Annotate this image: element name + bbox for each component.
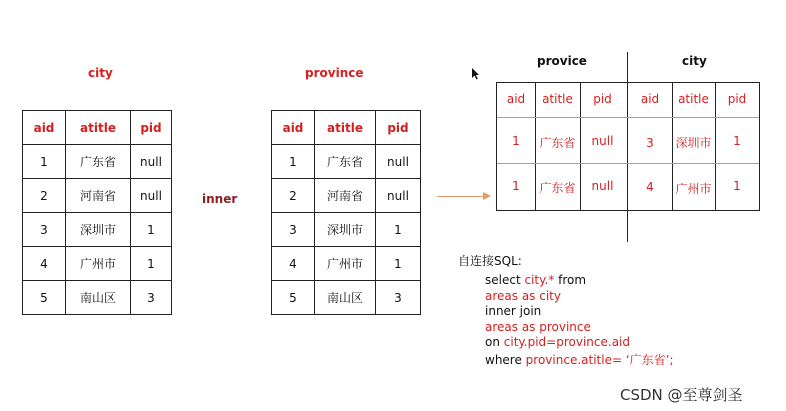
table-cell: 2 — [23, 179, 66, 213]
sql-line — [485, 273, 674, 289]
table-cell: 1 — [131, 213, 172, 247]
table-header-cell: pid — [131, 111, 172, 145]
sql-keyword: select — [485, 273, 525, 287]
result-table — [496, 82, 760, 211]
sql-keyword: on — [485, 335, 504, 349]
table-cell: 5 — [272, 281, 315, 315]
table-row — [272, 145, 421, 179]
result-cell: 1 — [733, 179, 741, 193]
result-group-right-title: city — [682, 54, 707, 68]
table-cell: 深圳市 — [315, 213, 376, 247]
table-row — [272, 281, 421, 315]
table-cell: 3 — [23, 213, 66, 247]
sql-highlight: city.* — [524, 273, 555, 287]
table-header-row — [272, 111, 421, 145]
table-cell: 南山区 — [315, 281, 376, 315]
table-cell: 深圳市 — [66, 213, 131, 247]
table-row — [272, 213, 421, 247]
table-cell: 广东省 — [66, 145, 131, 179]
result-header-cell: atitle — [542, 92, 573, 106]
watermark: CSDN @至尊剑圣 — [620, 386, 743, 404]
result-cell: 4 — [646, 180, 654, 194]
mid-table — [271, 110, 421, 315]
table-cell: 4 — [272, 247, 315, 281]
sql-highlight: province.atitle= — [525, 352, 623, 367]
table-cell: 河南省 — [315, 179, 376, 213]
table-row — [272, 179, 421, 213]
sql-highlight: ‘广东省’; — [622, 352, 674, 367]
mid-table-title: province — [305, 66, 364, 80]
result-cell: null — [591, 179, 614, 193]
sql-keyword: where — [485, 352, 526, 367]
table-cell: 3 — [376, 281, 421, 315]
result-arrow-line — [437, 196, 484, 197]
result-cell: 1 — [512, 134, 520, 148]
sql-code-block — [485, 273, 674, 368]
table-cell: 1 — [131, 247, 172, 281]
result-header-cell: pid — [593, 92, 612, 106]
table-cell: 3 — [131, 281, 172, 315]
table-cell: null — [131, 179, 172, 213]
table-cell: 2 — [272, 179, 315, 213]
table-cell: 1 — [376, 213, 421, 247]
table-row — [23, 213, 172, 247]
sql-line: inner join — [485, 304, 542, 318]
table-row — [23, 179, 172, 213]
table-cell: null — [376, 145, 421, 179]
result-cell: 1 — [512, 179, 520, 193]
result-header-cell: aid — [506, 92, 526, 106]
table-cell: 1 — [376, 247, 421, 281]
table-cell: 广东省 — [315, 145, 376, 179]
row-divider — [497, 117, 759, 118]
result-header-cell: pid — [727, 92, 747, 106]
result-cell: 广东省 — [539, 136, 576, 150]
table-cell: null — [131, 145, 172, 179]
sql-keyword: from — [554, 273, 587, 287]
row-divider — [497, 163, 759, 164]
table-header-cell: aid — [23, 111, 66, 145]
result-cell: 3 — [646, 136, 654, 150]
table-cell: 南山区 — [66, 281, 131, 315]
table-cell: 3 — [272, 213, 315, 247]
table-header-cell: pid — [376, 111, 421, 145]
table-row — [23, 145, 172, 179]
table-cell: 广州市 — [66, 247, 131, 281]
result-header-cell: atitle — [678, 92, 709, 106]
sql-line: areas as city — [485, 288, 561, 303]
table-row — [23, 281, 172, 315]
table-cell: 4 — [23, 247, 66, 281]
table-row — [272, 247, 421, 281]
result-cell: 深圳市 — [675, 136, 712, 150]
table-row — [23, 247, 172, 281]
result-header-cell: aid — [640, 92, 660, 106]
sql-heading: 自连接SQL: — [458, 254, 522, 268]
join-label: inner — [202, 192, 238, 206]
table-cell: null — [376, 179, 421, 213]
table-cell: 广州市 — [315, 247, 376, 281]
result-cell: null — [591, 134, 614, 148]
result-cell: 1 — [733, 134, 741, 148]
sql-line — [485, 335, 674, 351]
result-arrow-head — [483, 192, 491, 200]
table-header-cell: aid — [272, 111, 315, 145]
result-group-left-title: provice — [537, 54, 587, 68]
table-cell: 5 — [23, 281, 66, 315]
table-header-cell: atitle — [315, 111, 376, 145]
mouse-cursor-icon — [472, 68, 480, 80]
result-cell: 广州市 — [675, 182, 712, 196]
left-table-title: city — [88, 66, 113, 80]
table-cell: 河南省 — [66, 179, 131, 213]
table-cell: 1 — [23, 145, 66, 179]
sql-line — [485, 353, 674, 369]
table-header-row — [23, 111, 172, 145]
table-header-cell: atitle — [66, 111, 131, 145]
left-table — [22, 110, 172, 315]
sql-highlight: city.pid=province.aid — [503, 335, 630, 349]
sql-line: areas as province — [485, 319, 591, 334]
result-cell: 广东省 — [539, 181, 576, 195]
table-cell: 1 — [272, 145, 315, 179]
